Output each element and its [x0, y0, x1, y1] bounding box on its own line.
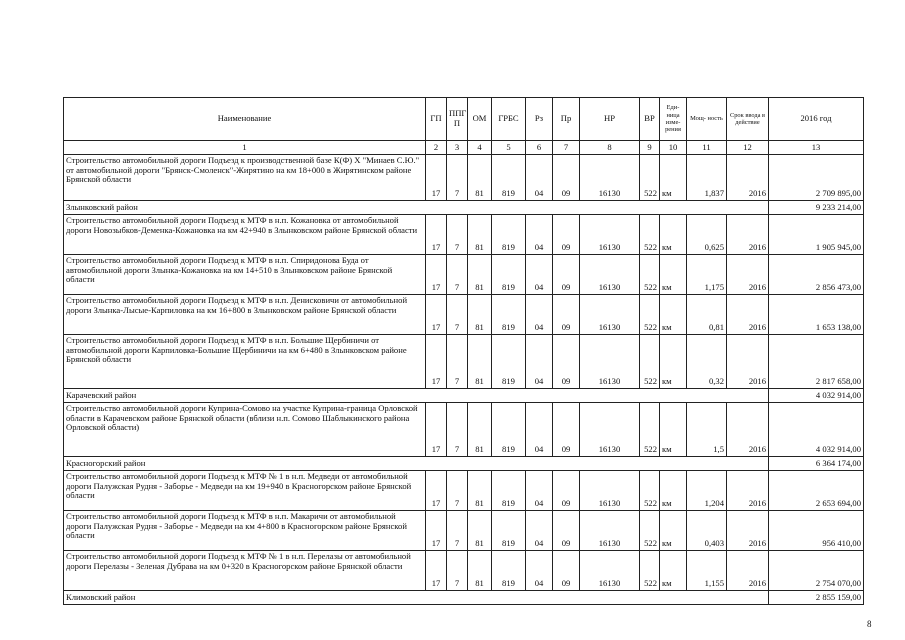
cell-name: Строительство автомобильной дороги Подъезд к МТФ в н.п. Кожановка от автомобильной дороги Новозыбков-Деменка-Кожановка на км 42+940 в Злынковском районе Брянской области	[64, 215, 426, 255]
cell-nr: 16130	[580, 215, 640, 255]
cell-nr: 16130	[580, 155, 640, 201]
cell-om: 81	[468, 403, 492, 457]
cell-grbs: 819	[492, 155, 526, 201]
cell-nr: 16130	[580, 335, 640, 389]
cell-pr: 09	[553, 155, 580, 201]
cell-unit: км	[660, 335, 687, 389]
cell-gp: 17	[426, 403, 447, 457]
column-number: 11	[687, 141, 727, 155]
cell-amount: 2 754 070,00	[769, 551, 864, 591]
cell-vr: 522	[640, 511, 660, 551]
cell-name: Строительство автомобильной дороги Подъезд к МТФ № 1 в н.п. Медведи от автомобильной дороги Палужская Рудня - Заборье - Медведи на км 19+940 в Красногорском районе Брянской области	[64, 471, 426, 511]
cell-amount: 1 905 945,00	[769, 215, 864, 255]
cell-term: 2016	[727, 155, 769, 201]
page-number: 8	[867, 619, 872, 629]
cell-capacity: 0,32	[687, 335, 727, 389]
column-number: 5	[492, 141, 526, 155]
cell-grbs: 819	[492, 335, 526, 389]
district-row	[64, 457, 864, 471]
cell-vr: 522	[640, 255, 660, 295]
cell-amount: 956 410,00	[769, 511, 864, 551]
header-nr: НР	[580, 98, 640, 141]
cell-capacity: 0,81	[687, 295, 727, 335]
cell-unit: км	[660, 471, 687, 511]
cell-unit: км	[660, 215, 687, 255]
cell-term: 2016	[727, 511, 769, 551]
cell-rz: 04	[526, 155, 553, 201]
cell-pr: 09	[553, 551, 580, 591]
cell-amount: 2 817 658,00	[769, 335, 864, 389]
district-row	[64, 389, 864, 403]
cell-nr: 16130	[580, 403, 640, 457]
cell-amount: 1 653 138,00	[769, 295, 864, 335]
header-vr: ВР	[640, 98, 660, 141]
district-name: Злынковский район	[64, 201, 769, 215]
cell-ppgp: 7	[447, 335, 468, 389]
cell-pr: 09	[553, 471, 580, 511]
column-number: 13	[769, 141, 864, 155]
cell-rz: 04	[526, 215, 553, 255]
cell-gp: 17	[426, 255, 447, 295]
cell-vr: 522	[640, 295, 660, 335]
column-number: 4	[468, 141, 492, 155]
cell-ppgp: 7	[447, 155, 468, 201]
cell-gp: 17	[426, 155, 447, 201]
cell-term: 2016	[727, 551, 769, 591]
cell-pr: 09	[553, 255, 580, 295]
table-row	[64, 155, 864, 201]
district-row	[64, 201, 864, 215]
cell-om: 81	[468, 255, 492, 295]
budget-table	[63, 97, 864, 605]
cell-pr: 09	[553, 511, 580, 551]
cell-amount: 2 709 895,00	[769, 155, 864, 201]
cell-term: 2016	[727, 471, 769, 511]
cell-pr: 09	[553, 215, 580, 255]
cell-grbs: 819	[492, 403, 526, 457]
cell-om: 81	[468, 335, 492, 389]
cell-grbs: 819	[492, 255, 526, 295]
cell-grbs: 819	[492, 551, 526, 591]
column-number: 9	[640, 141, 660, 155]
column-number: 7	[553, 141, 580, 155]
cell-ppgp: 7	[447, 295, 468, 335]
cell-gp: 17	[426, 551, 447, 591]
column-number: 12	[727, 141, 769, 155]
cell-rz: 04	[526, 295, 553, 335]
cell-unit: км	[660, 403, 687, 457]
header-rz: Рз	[526, 98, 553, 141]
header-term: Срок ввода в действие	[727, 98, 769, 141]
district-row	[64, 591, 864, 605]
cell-capacity: 1,204	[687, 471, 727, 511]
cell-amount: 2 653 694,00	[769, 471, 864, 511]
column-number: 10	[660, 141, 687, 155]
cell-term: 2016	[727, 255, 769, 295]
header-grbs: ГРБС	[492, 98, 526, 141]
table-row	[64, 215, 864, 255]
table-row	[64, 403, 864, 457]
column-number: 8	[580, 141, 640, 155]
cell-capacity: 1,155	[687, 551, 727, 591]
cell-rz: 04	[526, 551, 553, 591]
column-number: 1	[64, 141, 426, 155]
cell-rz: 04	[526, 403, 553, 457]
cell-rz: 04	[526, 471, 553, 511]
cell-amount: 2 856 473,00	[769, 255, 864, 295]
table-row	[64, 551, 864, 591]
cell-vr: 522	[640, 403, 660, 457]
header-amount-2016: 2016 год	[769, 98, 864, 141]
header-gp: ГП	[426, 98, 447, 141]
cell-rz: 04	[526, 255, 553, 295]
cell-name: Строительство автомобильной дороги Подъезд к МТФ в н.п. Макаричи от автомобильной дороги Палужская Рудня - Заборье - Медведи на км 4+800 в Красногорском районе Брянской области	[64, 511, 426, 551]
cell-name: Строительство автомобильной дороги Подъезд к МТФ в н.п. Спиридонова Буда от автомобильной дороги Злынка-Кожановка на км 14+510 в Злынковском районе Брянской области	[64, 255, 426, 295]
cell-om: 81	[468, 295, 492, 335]
cell-pr: 09	[553, 295, 580, 335]
cell-capacity: 0,403	[687, 511, 727, 551]
cell-om: 81	[468, 471, 492, 511]
cell-unit: км	[660, 295, 687, 335]
table-body	[64, 155, 864, 605]
cell-pr: 09	[553, 403, 580, 457]
cell-name: Строительство автомобильной дороги Подъезд к МТФ № 1 в н.п. Перелазы от автомобильной дороги Перелазы - Зеленая Дубрава на км 0+320 в Красногорском районе Брянской области	[64, 551, 426, 591]
cell-vr: 522	[640, 335, 660, 389]
cell-term: 2016	[727, 335, 769, 389]
header-unit: Еди- ница изме- рения	[660, 98, 687, 141]
table-header-row	[64, 98, 864, 141]
cell-name: Строительство автомобильной дороги Подъезд к производственной базе К(Ф) Х "Минаев С.Ю." от автомобильной дороги "Брянск-Смоленск"-Жирятино на км 18+000 в Жирятинском районе Брянской области	[64, 155, 426, 201]
cell-name: Строительство автомобильной дороги Подъезд к МТФ в н.п. Денисковичи от автомобильной дороги Злынка-Лысые-Карпиловка на км 16+800 в Злынковском районе Брянской области	[64, 295, 426, 335]
cell-vr: 522	[640, 215, 660, 255]
cell-rz: 04	[526, 335, 553, 389]
cell-unit: км	[660, 155, 687, 201]
header-ppgp: ППГ П	[447, 98, 468, 141]
cell-nr: 16130	[580, 551, 640, 591]
table-row	[64, 511, 864, 551]
header-capacity: Мощ- ность	[687, 98, 727, 141]
cell-term: 2016	[727, 215, 769, 255]
district-total: 2 855 159,00	[769, 591, 864, 605]
district-name: Карачевский район	[64, 389, 769, 403]
cell-ppgp: 7	[447, 471, 468, 511]
cell-vr: 522	[640, 155, 660, 201]
cell-gp: 17	[426, 215, 447, 255]
cell-name: Строительство автомобильной дороги Куприна-Сомово на участке Куприна-граница Орловской области в Карачевском районе Брянской области (вблизи н.п. Сомово Шаблыкинского района Орловской области)	[64, 403, 426, 457]
cell-capacity: 1,837	[687, 155, 727, 201]
district-total: 4 032 914,00	[769, 389, 864, 403]
cell-nr: 16130	[580, 255, 640, 295]
cell-om: 81	[468, 551, 492, 591]
cell-gp: 17	[426, 295, 447, 335]
cell-ppgp: 7	[447, 255, 468, 295]
cell-capacity: 0,625	[687, 215, 727, 255]
district-name: Красногорский район	[64, 457, 769, 471]
cell-grbs: 819	[492, 511, 526, 551]
header-pr: Пр	[553, 98, 580, 141]
district-name: Климовский район	[64, 591, 769, 605]
cell-nr: 16130	[580, 511, 640, 551]
cell-grbs: 819	[492, 471, 526, 511]
cell-gp: 17	[426, 511, 447, 551]
table-row	[64, 471, 864, 511]
table-row	[64, 295, 864, 335]
cell-ppgp: 7	[447, 511, 468, 551]
cell-pr: 09	[553, 335, 580, 389]
cell-grbs: 819	[492, 215, 526, 255]
cell-name: Строительство автомобильной дороги Подъезд к МТФ в н.п. Большие Щербиничи от автомобильной дороги Карпиловка-Большие Щербиничи на км 6+480 в Злынковском районе Брянской области	[64, 335, 426, 389]
cell-ppgp: 7	[447, 551, 468, 591]
cell-nr: 16130	[580, 471, 640, 511]
cell-capacity: 1,175	[687, 255, 727, 295]
cell-om: 81	[468, 215, 492, 255]
column-number: 2	[426, 141, 447, 155]
column-number: 3	[447, 141, 468, 155]
column-number-row	[64, 141, 864, 155]
table-row	[64, 255, 864, 295]
district-total: 6 364 174,00	[769, 457, 864, 471]
table-row	[64, 335, 864, 389]
cell-grbs: 819	[492, 295, 526, 335]
cell-om: 81	[468, 155, 492, 201]
cell-ppgp: 7	[447, 215, 468, 255]
column-number: 6	[526, 141, 553, 155]
cell-amount: 4 032 914,00	[769, 403, 864, 457]
cell-vr: 522	[640, 551, 660, 591]
cell-vr: 522	[640, 471, 660, 511]
cell-unit: км	[660, 511, 687, 551]
cell-rz: 04	[526, 511, 553, 551]
district-total: 9 233 214,00	[769, 201, 864, 215]
header-name: Наименование	[64, 98, 426, 141]
cell-term: 2016	[727, 403, 769, 457]
cell-unit: км	[660, 551, 687, 591]
cell-unit: км	[660, 255, 687, 295]
cell-term: 2016	[727, 295, 769, 335]
cell-gp: 17	[426, 335, 447, 389]
cell-capacity: 1,5	[687, 403, 727, 457]
cell-gp: 17	[426, 471, 447, 511]
header-om: ОМ	[468, 98, 492, 141]
cell-ppgp: 7	[447, 403, 468, 457]
cell-om: 81	[468, 511, 492, 551]
cell-nr: 16130	[580, 295, 640, 335]
